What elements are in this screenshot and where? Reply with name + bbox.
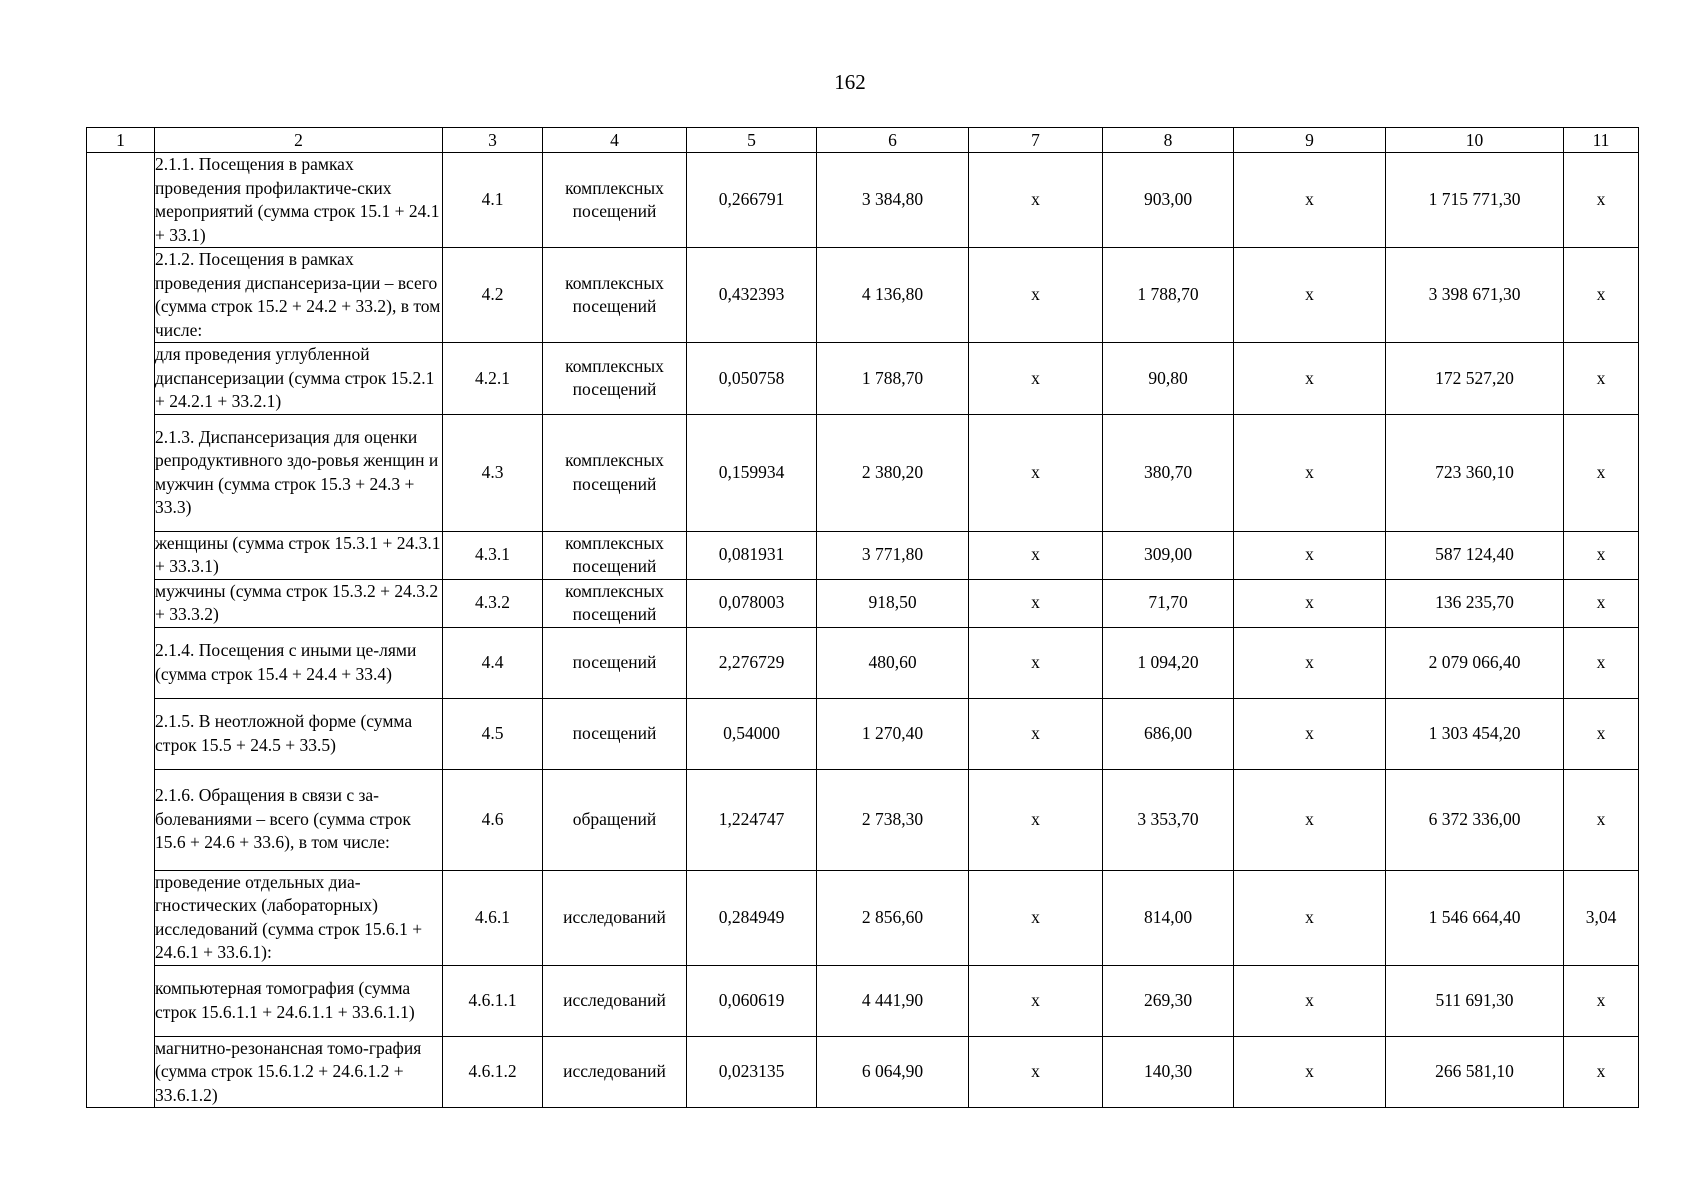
cell-col8: 380,70 [1103, 414, 1234, 531]
cell-col2: 2.1.5. В неотложной форме (сумма строк 15.5 + 24.5 + 33.5) [155, 698, 443, 769]
cell-col4: посещений [543, 698, 687, 769]
cell-col6: 4 441,90 [817, 965, 969, 1036]
cell-col11: х [1564, 248, 1639, 343]
cell-col5: 1,224747 [687, 769, 817, 870]
cell-col3: 4.3 [443, 414, 543, 531]
cell-col7: х [969, 627, 1103, 698]
cell-col7: х [969, 248, 1103, 343]
cell-col8: 309,00 [1103, 531, 1234, 579]
cell-col6: 1 788,70 [817, 343, 969, 415]
cell-col9: х [1234, 965, 1386, 1036]
section-cell [87, 153, 155, 1108]
cell-col11: х [1564, 965, 1639, 1036]
cell-col8: 90,80 [1103, 343, 1234, 415]
cell-col8: 71,70 [1103, 579, 1234, 627]
cell-col2: магнитно-резонансная томо-графия (сумма строк 15.6.1.2 + 24.6.1.2 + 33.6.1.2) [155, 1036, 443, 1108]
cell-col9: х [1234, 1036, 1386, 1108]
cell-col10: 511 691,30 [1386, 965, 1564, 1036]
cell-col6: 918,50 [817, 579, 969, 627]
data-table [86, 127, 1639, 1108]
cell-col9: х [1234, 579, 1386, 627]
cell-col10: 3 398 671,30 [1386, 248, 1564, 343]
cell-col8: 140,30 [1103, 1036, 1234, 1108]
cell-col6: 4 136,80 [817, 248, 969, 343]
cell-col4: комплексных посещений [543, 531, 687, 579]
cell-col11: х [1564, 769, 1639, 870]
cell-col4: посещений [543, 627, 687, 698]
cell-col5: 0,050758 [687, 343, 817, 415]
cell-col10: 266 581,10 [1386, 1036, 1564, 1108]
cell-col2: компьютерная томография (сумма строк 15.6.1.1 + 24.6.1.1 + 33.6.1.1) [155, 965, 443, 1036]
cell-col10: 1 303 454,20 [1386, 698, 1564, 769]
cell-col7: х [969, 769, 1103, 870]
cell-col2: 2.1.6. Обращения в связи с за-болеваниями – всего (сумма строк 15.6 + 24.6 + 33.6), в том числе: [155, 769, 443, 870]
cell-col4: комплексных посещений [543, 343, 687, 415]
table-row [87, 153, 1639, 248]
table-row [87, 965, 1639, 1036]
cell-col7: х [969, 1036, 1103, 1108]
cell-col9: х [1234, 627, 1386, 698]
column-header: 7 [969, 128, 1103, 153]
cell-col3: 4.1 [443, 153, 543, 248]
cell-col8: 269,30 [1103, 965, 1234, 1036]
column-header: 4 [543, 128, 687, 153]
cell-col10: 136 235,70 [1386, 579, 1564, 627]
cell-col3: 4.3.2 [443, 579, 543, 627]
column-header: 3 [443, 128, 543, 153]
cell-col6: 2 380,20 [817, 414, 969, 531]
cell-col3: 4.4 [443, 627, 543, 698]
cell-col7: х [969, 965, 1103, 1036]
cell-col7: х [969, 870, 1103, 965]
cell-col2: 2.1.4. Посещения с иными це-лями (сумма строк 15.4 + 24.4 + 33.4) [155, 627, 443, 698]
table-row [87, 343, 1639, 415]
cell-col11: х [1564, 698, 1639, 769]
cell-col10: 587 124,40 [1386, 531, 1564, 579]
column-header: 9 [1234, 128, 1386, 153]
cell-col9: х [1234, 153, 1386, 248]
cell-col7: х [969, 579, 1103, 627]
cell-col6: 1 270,40 [817, 698, 969, 769]
cell-col8: 3 353,70 [1103, 769, 1234, 870]
table-row [87, 627, 1639, 698]
table-row [87, 414, 1639, 531]
cell-col8: 686,00 [1103, 698, 1234, 769]
header-row [87, 128, 1639, 153]
cell-col11: х [1564, 627, 1639, 698]
cell-col5: 0,023135 [687, 1036, 817, 1108]
cell-col11: х [1564, 531, 1639, 579]
cell-col4: комплексных посещений [543, 153, 687, 248]
cell-col6: 2 738,30 [817, 769, 969, 870]
cell-col3: 4.5 [443, 698, 543, 769]
cell-col4: исследований [543, 1036, 687, 1108]
cell-col6: 480,60 [817, 627, 969, 698]
cell-col7: х [969, 153, 1103, 248]
cell-col2: 2.1.3. Диспансеризация для оценки репродуктивного здо-ровья женщин и мужчин (сумма строк 15.3 + 24.3 + 33.3) [155, 414, 443, 531]
cell-col3: 4.6.1.1 [443, 965, 543, 1036]
cell-col8: 903,00 [1103, 153, 1234, 248]
column-header: 1 [87, 128, 155, 153]
cell-col6: 6 064,90 [817, 1036, 969, 1108]
cell-col4: исследований [543, 870, 687, 965]
cell-col5: 0,078003 [687, 579, 817, 627]
cell-col2: 2.1.1. Посещения в рамках проведения профилактиче-ских мероприятий (сумма строк 15.1 + 24.1 + 33.1) [155, 153, 443, 248]
cell-col9: х [1234, 414, 1386, 531]
table-row [87, 769, 1639, 870]
table-row [87, 579, 1639, 627]
cell-col9: х [1234, 769, 1386, 870]
cell-col5: 0,060619 [687, 965, 817, 1036]
cell-col7: х [969, 698, 1103, 769]
column-header: 6 [817, 128, 969, 153]
cell-col11: х [1564, 343, 1639, 415]
cell-col8: 814,00 [1103, 870, 1234, 965]
table-row [87, 1036, 1639, 1108]
cell-col2: мужчины (сумма строк 15.3.2 + 24.3.2 + 33.3.2) [155, 579, 443, 627]
cell-col4: комплексных посещений [543, 579, 687, 627]
table-body [87, 153, 1639, 1108]
cell-col4: обращений [543, 769, 687, 870]
cell-col11: х [1564, 414, 1639, 531]
cell-col10: 2 079 066,40 [1386, 627, 1564, 698]
cell-col2: для проведения углубленной диспансеризации (сумма строк 15.2.1 + 24.2.1 + 33.2.1) [155, 343, 443, 415]
table-row [87, 248, 1639, 343]
cell-col3: 4.3.1 [443, 531, 543, 579]
table-row [87, 531, 1639, 579]
cell-col5: 0,54000 [687, 698, 817, 769]
cell-col3: 4.6.1 [443, 870, 543, 965]
cell-col8: 1 094,20 [1103, 627, 1234, 698]
column-header: 10 [1386, 128, 1564, 153]
cell-col3: 4.2.1 [443, 343, 543, 415]
cell-col6: 3 384,80 [817, 153, 969, 248]
cell-col7: х [969, 414, 1103, 531]
cell-col11: х [1564, 579, 1639, 627]
cell-col4: комплексных посещений [543, 414, 687, 531]
cell-col2: проведение отдельных диа-гностических (лабораторных) исследований (сумма строк 15.6.1 + 24.6.1 + 33.6.1): [155, 870, 443, 965]
column-header: 11 [1564, 128, 1639, 153]
cell-col8: 1 788,70 [1103, 248, 1234, 343]
cell-col10: 172 527,20 [1386, 343, 1564, 415]
cell-col5: 0,081931 [687, 531, 817, 579]
cell-col2: женщины (сумма строк 15.3.1 + 24.3.1 + 33.3.1) [155, 531, 443, 579]
page-number: 162 [834, 70, 866, 94]
cell-col5: 0,432393 [687, 248, 817, 343]
cell-col11: х [1564, 1036, 1639, 1108]
cell-col10: 1 715 771,30 [1386, 153, 1564, 248]
cell-col9: х [1234, 870, 1386, 965]
cell-col10: 723 360,10 [1386, 414, 1564, 531]
cell-col3: 4.6.1.2 [443, 1036, 543, 1108]
table-row [87, 870, 1639, 965]
cell-col9: х [1234, 343, 1386, 415]
cell-col7: х [969, 531, 1103, 579]
cell-col6: 3 771,80 [817, 531, 969, 579]
cell-col2: 2.1.2. Посещения в рамках проведения диспансериза-ции – всего (сумма строк 15.2 + 24.2 + 33.2), в том числе: [155, 248, 443, 343]
cell-col5: 0,284949 [687, 870, 817, 965]
cell-col7: х [969, 343, 1103, 415]
column-header: 8 [1103, 128, 1234, 153]
cell-col10: 6 372 336,00 [1386, 769, 1564, 870]
cell-col6: 2 856,60 [817, 870, 969, 965]
cell-col9: х [1234, 248, 1386, 343]
cell-col3: 4.2 [443, 248, 543, 343]
cell-col5: 0,159934 [687, 414, 817, 531]
cell-col9: х [1234, 531, 1386, 579]
cell-col5: 0,266791 [687, 153, 817, 248]
cell-col10: 1 546 664,40 [1386, 870, 1564, 965]
cell-col9: х [1234, 698, 1386, 769]
cell-col3: 4.6 [443, 769, 543, 870]
cell-col4: исследований [543, 965, 687, 1036]
column-header: 2 [155, 128, 443, 153]
cell-col5: 2,276729 [687, 627, 817, 698]
table-row [87, 698, 1639, 769]
cell-col11: 3,04 [1564, 870, 1639, 965]
cell-col11: х [1564, 153, 1639, 248]
cell-col4: комплексных посещений [543, 248, 687, 343]
column-header: 5 [687, 128, 817, 153]
